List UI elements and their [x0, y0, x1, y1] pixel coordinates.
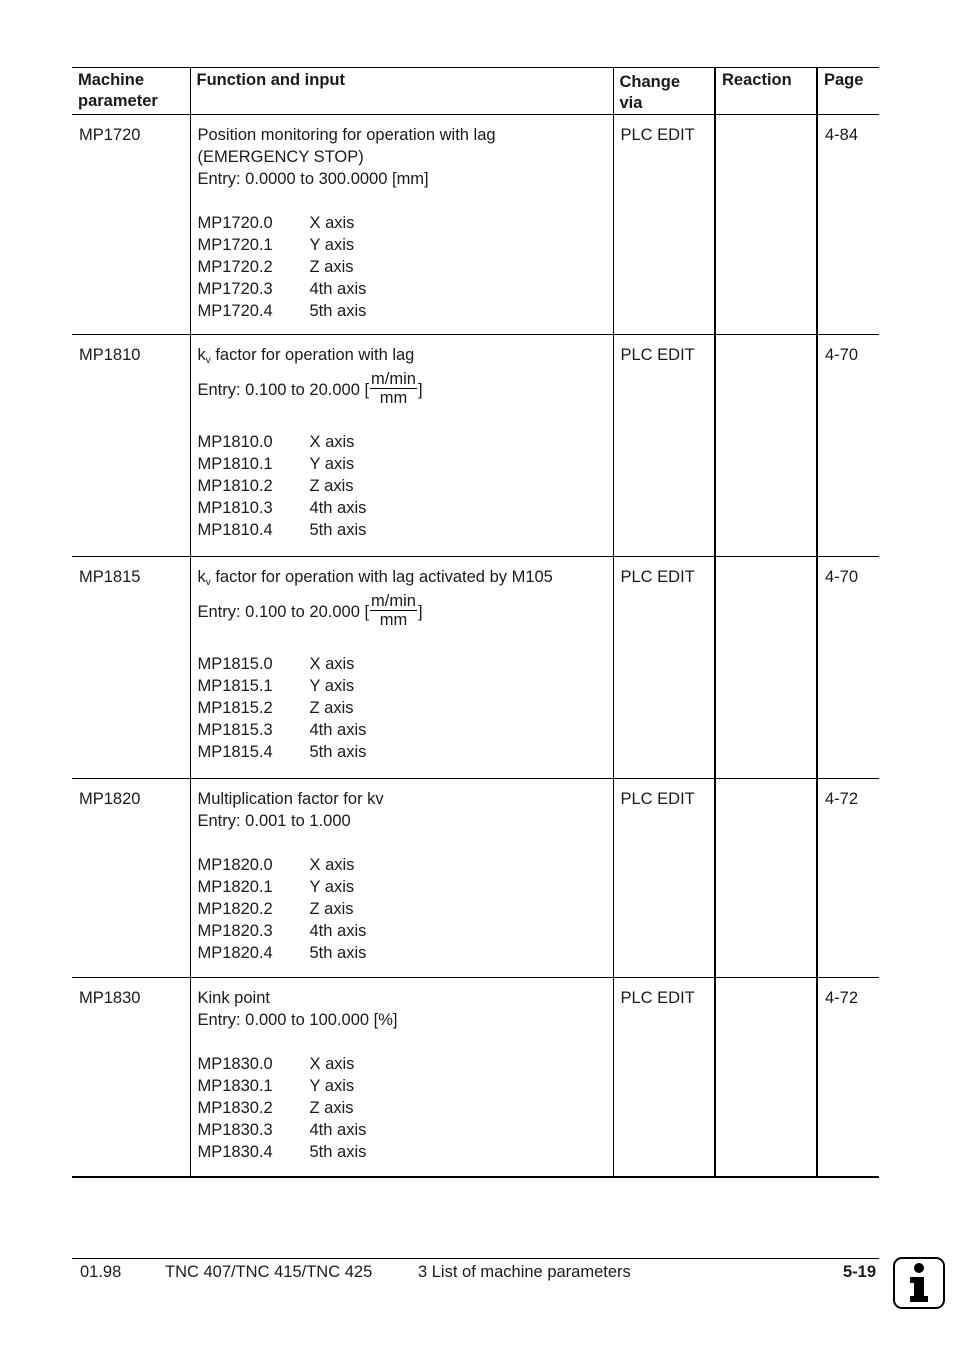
table-header-row: [72, 68, 879, 115]
axis-entry: MP1815.3 4th axis: [197, 721, 367, 739]
reaction-cell: [715, 335, 817, 557]
change-via-cell: PLC EDIT: [613, 978, 715, 1177]
function-cell: [190, 978, 613, 1177]
page-ref-cell: 4-70: [817, 557, 879, 779]
reaction-cell: [715, 978, 817, 1177]
axis-entry: MP1830.0 X axis: [197, 1055, 355, 1073]
reaction-cell: [715, 115, 817, 335]
machine-parameter-table: [72, 67, 879, 1178]
axis-entry: MP1820.2 Z axis: [197, 900, 354, 918]
description-line: (EMERGENCY STOP): [197, 148, 364, 166]
function-cell: [190, 557, 613, 779]
info-icon: [893, 1257, 945, 1309]
table-row: [72, 779, 879, 978]
param-cell: MP1815: [79, 568, 141, 586]
header-change-via: Change via: [613, 68, 715, 115]
entry-range: Entry: 0.100 to 20.000 [ $\frac{m/\min}{mm}$ ]: [197, 370, 423, 407]
axis-entry: MP1830.1 Y axis: [197, 1077, 355, 1095]
axis-entry: MP1810.1 Y axis: [197, 455, 355, 473]
footer-page-number: 5-19: [843, 1263, 877, 1281]
page-ref-cell: 4-72: [817, 978, 879, 1177]
axis-entry: MP1720.1 Y axis: [197, 236, 355, 254]
description-line: $k_v$ factor for operation with lag: [197, 346, 415, 366]
table-row: [72, 978, 879, 1177]
description-line: Kink point: [197, 989, 270, 1007]
change-via-cell: PLC EDIT: [613, 557, 715, 779]
description-line: Position monitoring for operation with lag: [197, 126, 496, 144]
axis-entry: MP1815.1 Y axis: [197, 677, 355, 695]
axis-entry: MP1720.4 5th axis: [197, 302, 367, 320]
footer-chapter: 3 List of machine parameters: [418, 1263, 631, 1281]
table-row: [72, 115, 879, 335]
param-cell: MP1820: [79, 790, 141, 808]
axis-entry: MP1720.3 4th axis: [197, 280, 367, 298]
axis-entry: MP1720.0 X axis: [197, 214, 355, 232]
axis-entry: MP1810.3 4th axis: [197, 499, 367, 517]
change-via-cell: PLC EDIT: [613, 335, 715, 557]
change-via-cell: PLC EDIT: [613, 779, 715, 978]
table-row: [72, 557, 879, 779]
footer-date: 01.98: [80, 1263, 122, 1281]
param-cell: MP1720: [79, 126, 141, 144]
axis-entry: MP1815.2 Z axis: [197, 699, 354, 717]
axis-entry: MP1820.4 5th axis: [197, 944, 367, 962]
axis-entry: MP1830.3 4th axis: [197, 1121, 367, 1139]
axis-entry: MP1830.4 5th axis: [197, 1143, 367, 1161]
footer-model: TNC 407/TNC 415/TNC 425: [165, 1263, 373, 1281]
header-reaction: Reaction: [715, 68, 817, 115]
page-ref-cell: 4-84: [817, 115, 879, 335]
axis-entry: MP1815.0 X axis: [197, 655, 355, 673]
header-machine-parameter: Machine parameter: [78, 71, 158, 110]
axis-entry: MP1810.2 Z axis: [197, 477, 354, 495]
entry-range: Entry: 0.0000 to 300.0000 [mm]: [197, 170, 429, 188]
entry-range: Entry: 0.000 to 100.000 [%]: [197, 1011, 398, 1029]
function-cell: [190, 115, 613, 335]
axis-entry: MP1820.0 X axis: [197, 856, 355, 874]
header-page: Page: [817, 68, 879, 115]
header-function: Function and input: [190, 68, 613, 115]
page-ref-cell: 4-70: [817, 335, 879, 557]
reaction-cell: [715, 779, 817, 978]
description-line: Multiplication factor for kv: [197, 790, 384, 808]
change-via-cell: PLC EDIT: [613, 115, 715, 335]
unit-fraction: $\frac{m/\min}{mm}$: [371, 370, 416, 407]
table-row: [72, 335, 879, 557]
axis-entry: MP1720.2 Z axis: [197, 258, 354, 276]
function-cell: [190, 779, 613, 978]
reaction-cell: [715, 557, 817, 779]
page-ref-cell: 4-72: [817, 779, 879, 978]
entry-range: Entry: 0.100 to 20.000 [ $\frac{m/\min}{mm}$ ]: [197, 592, 423, 629]
axis-entry: MP1820.1 Y axis: [197, 878, 355, 896]
footer-divider: [72, 1258, 879, 1259]
axis-entry: MP1820.3 4th axis: [197, 922, 367, 940]
param-cell: MP1830: [79, 989, 141, 1007]
axis-entry: MP1810.4 5th axis: [197, 521, 367, 539]
axis-entry: MP1830.2 Z axis: [197, 1099, 354, 1117]
function-cell: [190, 335, 613, 557]
axis-entry: MP1815.4 5th axis: [197, 743, 367, 761]
description-line: $k_v$ factor for operation with lag activated by M105: [197, 568, 553, 588]
param-cell: MP1810: [79, 346, 141, 364]
axis-entry: MP1810.0 X axis: [197, 433, 355, 451]
unit-fraction: $\frac{m/\min}{mm}$: [371, 592, 416, 629]
entry-range: Entry: 0.001 to 1.000: [197, 812, 351, 830]
